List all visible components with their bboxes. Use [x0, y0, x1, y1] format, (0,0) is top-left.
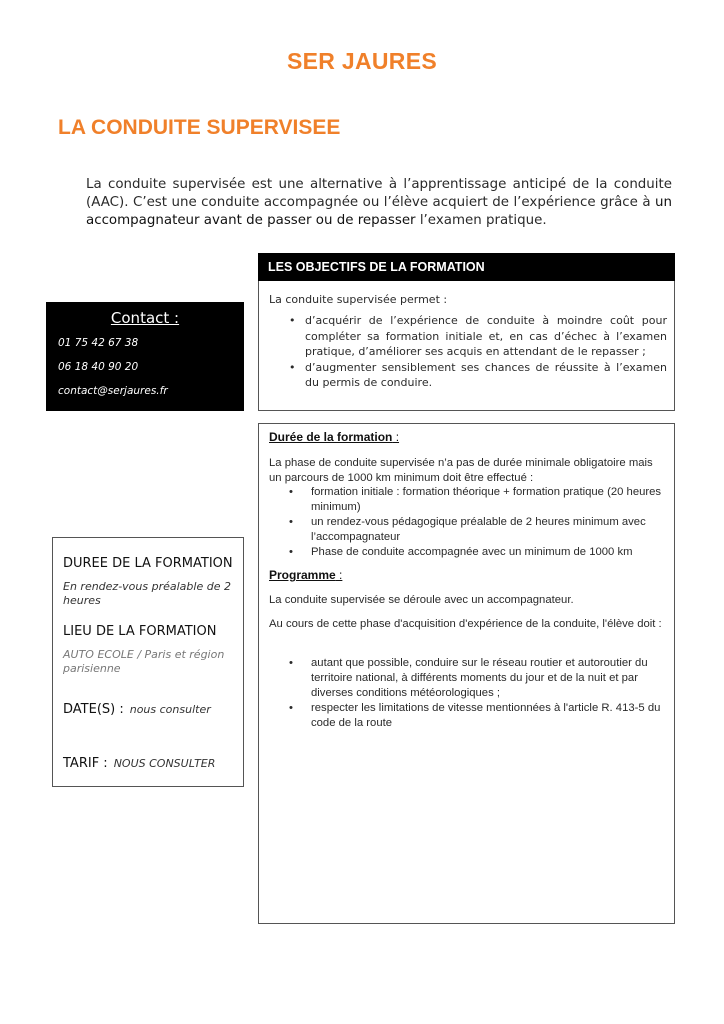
- duration-item: • un rendez-vous pédagogique préalable de 2 heures minimum avec l’accompagnateur: [269, 515, 665, 545]
- price-label: TARIF :: [63, 756, 108, 771]
- contact-email[interactable]: contact@serjaures.fr: [58, 385, 168, 397]
- page-title: LA CONDUITE SUPERVISEE: [58, 116, 341, 139]
- info-box: [52, 537, 244, 787]
- duration-value: En rendez-vous préalable de 2 heures: [63, 580, 231, 607]
- program-list: [269, 656, 665, 731]
- place-label: LIEU DE LA FORMATION: [63, 624, 217, 639]
- contact-phone-1[interactable]: 01 75 42 67 38: [58, 337, 139, 349]
- dates-label: DATE(S) :: [63, 702, 124, 717]
- program-item: • respecter les limitations de vitesse mentionnées à l'article R. 413-5 du code de la route: [269, 701, 665, 731]
- price-row: [63, 756, 215, 771]
- objectives-list: [269, 307, 667, 391]
- program-title-colon: :: [335, 568, 343, 582]
- details-box: [258, 423, 675, 924]
- contact-box: [46, 302, 244, 411]
- program-section-title: [269, 568, 342, 582]
- duration-item: • Phase de conduite accompagnée avec un minimum de 1000 km: [269, 545, 665, 560]
- intro-text-c: l’examen pratique.: [415, 213, 547, 228]
- duration-list: [269, 485, 665, 560]
- objectives-intro: La conduite supervisée permet :: [269, 293, 448, 306]
- objective-item: • d’augmenter sensiblement ses chances de réussite à l’examen du permis de conduire.: [269, 360, 667, 391]
- intro-paragraph: [86, 176, 672, 230]
- duration-label: DUREE DE LA FORMATION: [63, 556, 233, 571]
- program-item: • autant que possible, conduire sur le réseau routier et autoroutier du territoire national, à différents moments du jour et de la nuit et par diverses conditions météorologiques ;: [269, 656, 665, 701]
- intro-text-a: La conduite supervisée est une alternative à l’apprentissage anticipé de la conduite (AAC). C’est une conduite accompagnée ou l’élève acquiert de l’expérience grâce à: [86, 177, 672, 210]
- dates-value: nous consulter: [129, 703, 211, 716]
- program-text-1: La conduite supervisée se déroule avec un accompagnateur.: [269, 594, 574, 606]
- objectives-header: LES OBJECTIFS DE LA FORMATION: [258, 253, 675, 281]
- program-title-text: Programme: [269, 568, 336, 582]
- brand-name: SER JAURES: [287, 48, 437, 74]
- program-text-2: Au cours de cette phase d'acquisition d'expérience de la conduite, l'élève doit :: [269, 618, 662, 630]
- duration-title-colon: :: [392, 430, 400, 444]
- dates-row: [63, 702, 211, 717]
- duration-text: La phase de conduite supervisée n’a pas de durée minimale obligatoire mais un parcours de 1000 km minimum doit être effectué :: [269, 457, 653, 484]
- contact-phone-2[interactable]: 06 18 40 90 20: [58, 361, 139, 373]
- intro-text-b: un accompagnateur avant de passer ou de repasser: [86, 195, 672, 228]
- duration-title-text: Durée de la formation: [269, 430, 393, 444]
- objectives-box: [258, 281, 675, 411]
- contact-title: Contact :: [110, 309, 180, 327]
- place-value: AUTO ECOLE / Paris et région parisienne: [63, 648, 225, 675]
- price-value: NOUS CONSULTER: [113, 757, 216, 770]
- duration-item: • formation initiale : formation théorique + formation pratique (20 heures minimum): [269, 485, 665, 515]
- objective-item: • d’acquérir de l’expérience de conduite à moindre coût pour compléter sa formation initiale et, en cas d’échec à l’examen pratique, d’améliorer ses acquis en attendant de le repasser ;: [269, 313, 667, 360]
- duration-section-title: [269, 430, 399, 444]
